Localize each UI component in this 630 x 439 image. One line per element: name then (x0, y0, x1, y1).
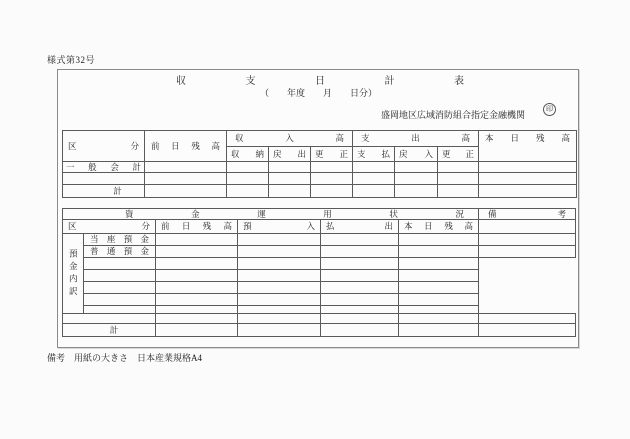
blank-cell (399, 246, 479, 258)
blank-cell (156, 294, 238, 306)
blank-cell (479, 173, 577, 185)
blank-cell (321, 294, 399, 306)
blank-cell (238, 270, 321, 282)
blank-cell (321, 270, 399, 282)
blank-cell (238, 234, 321, 246)
blank-cell (238, 294, 321, 306)
blank-cell (63, 173, 145, 185)
blank-cell (438, 185, 479, 198)
total-row-label: 計 (63, 324, 156, 337)
blank-cell (238, 246, 321, 258)
blank-cell (321, 258, 399, 270)
table-row (63, 209, 576, 220)
blank-cell (395, 185, 438, 198)
blank-cell (238, 314, 321, 324)
blank-cell (438, 162, 479, 173)
blank-cell (479, 314, 576, 324)
form-title: 収支日計表 (176, 76, 464, 87)
row-label-current-deposit: 当座預金 (84, 234, 156, 246)
total-row-label: 計 (63, 185, 145, 198)
table-row (63, 131, 577, 147)
seal-text: 印 (546, 105, 553, 113)
fund-operation-table (62, 208, 576, 337)
subcol-header-refund-out: 戻出 (269, 147, 311, 162)
table-row (63, 162, 577, 173)
income-expenditure-table (62, 130, 577, 198)
table-row (63, 258, 576, 270)
blank-cell (321, 314, 399, 324)
blank-cell (156, 314, 238, 324)
blank-cell (238, 282, 321, 294)
blank-cell (269, 162, 311, 173)
blank-cell (479, 246, 576, 258)
table-row (63, 282, 576, 294)
seal-stamp-icon (543, 103, 556, 116)
blank-cell (321, 246, 399, 258)
blank-cell (145, 185, 227, 198)
blank-cell (84, 306, 156, 314)
remarks-note: 備考 用紙の大きさ 日本産業規格A4 (47, 353, 203, 363)
subcol-header-payment: 支払 (353, 147, 395, 162)
blank-cell (479, 324, 576, 337)
col-header-deposit-in: 預入 (238, 220, 321, 234)
blank-cell (353, 162, 395, 173)
blank-cell (227, 173, 269, 185)
blank-cell (145, 162, 227, 173)
table-row (63, 173, 577, 185)
blank-cell (438, 173, 479, 185)
col-header-today-balance: 本日残高 (399, 220, 479, 234)
blank-cell (479, 162, 577, 173)
blank-cell (395, 162, 438, 173)
table-row (63, 324, 576, 337)
subcol-header-correction-income: 更正 (311, 147, 353, 162)
col-header-expense-total: 支出高 (353, 131, 479, 147)
blank-cell (156, 282, 238, 294)
blank-cell (156, 246, 238, 258)
col-header-category: 区分 (63, 220, 156, 234)
blank-cell (321, 282, 399, 294)
blank-cell (84, 294, 156, 306)
blank-cell (156, 258, 238, 270)
col-header-today-balance: 本日残高 (479, 131, 577, 162)
blank-cell (269, 173, 311, 185)
blank-cell (399, 270, 479, 282)
blank-cell (311, 185, 353, 198)
table-row (63, 294, 576, 306)
col-header-category: 区分 (63, 131, 145, 162)
table-row (63, 234, 576, 246)
subcol-header-receipt: 収納 (227, 147, 269, 162)
blank-cell (156, 270, 238, 282)
blank-cell (311, 173, 353, 185)
blank-cell (399, 324, 479, 337)
col-header-withdrawal: 払出 (321, 220, 399, 234)
col-header-remarks: 備考 (479, 209, 576, 220)
row-label-ordinary-deposit: 普通預金 (84, 246, 156, 258)
blank-cell (395, 173, 438, 185)
blank-cell (399, 234, 479, 246)
blank-cell (353, 185, 395, 198)
blank-cell (399, 314, 479, 324)
table-row (63, 306, 576, 314)
fiscal-period-subtitle: （ 年度 月 日分） (260, 88, 378, 98)
col-header-income-total: 収入高 (227, 131, 353, 147)
blank-cell (238, 306, 321, 314)
blank-cell (321, 306, 399, 314)
subcol-header-correction-expense: 更正 (438, 147, 479, 162)
blank-cell (479, 185, 577, 198)
blank-cell (479, 220, 576, 234)
vertical-label-deposit-breakdown: 預金内訳 (63, 234, 84, 314)
blank-cell (156, 306, 238, 314)
form-number-label: 様式第32号 (47, 55, 96, 65)
blank-cell (269, 185, 311, 198)
blank-cell (63, 314, 156, 324)
blank-cell (321, 324, 399, 337)
table-row (63, 220, 576, 234)
institution-name: 盛岡地区広域消防組合指定金融機関 (381, 110, 526, 120)
subcol-header-refund-in: 戻入 (395, 147, 438, 162)
table-row (63, 246, 576, 258)
group-header-fund-operation: 資金運用状況 (63, 209, 479, 220)
table-row (63, 314, 576, 324)
blank-cell (84, 282, 156, 294)
blank-cell (321, 234, 399, 246)
col-header-previous-balance: 前日残高 (156, 220, 238, 234)
blank-cell (479, 234, 576, 246)
blank-cell (399, 258, 479, 270)
blank-cell (399, 294, 479, 306)
blank-cell (145, 173, 227, 185)
blank-cell (399, 306, 479, 314)
blank-cell (399, 282, 479, 294)
blank-cell (238, 324, 321, 337)
blank-cell (227, 185, 269, 198)
blank-cell (311, 162, 353, 173)
blank-cell (238, 258, 321, 270)
table-row (63, 185, 577, 198)
blank-cell (84, 270, 156, 282)
row-label-general-account: 一般会計 (63, 162, 145, 173)
col-header-previous-balance: 前日残高 (145, 131, 227, 162)
blank-cell (156, 324, 238, 337)
blank-cell (353, 173, 395, 185)
blank-cell (156, 234, 238, 246)
blank-cell (84, 258, 156, 270)
blank-cell (227, 162, 269, 173)
table-row (63, 270, 576, 282)
